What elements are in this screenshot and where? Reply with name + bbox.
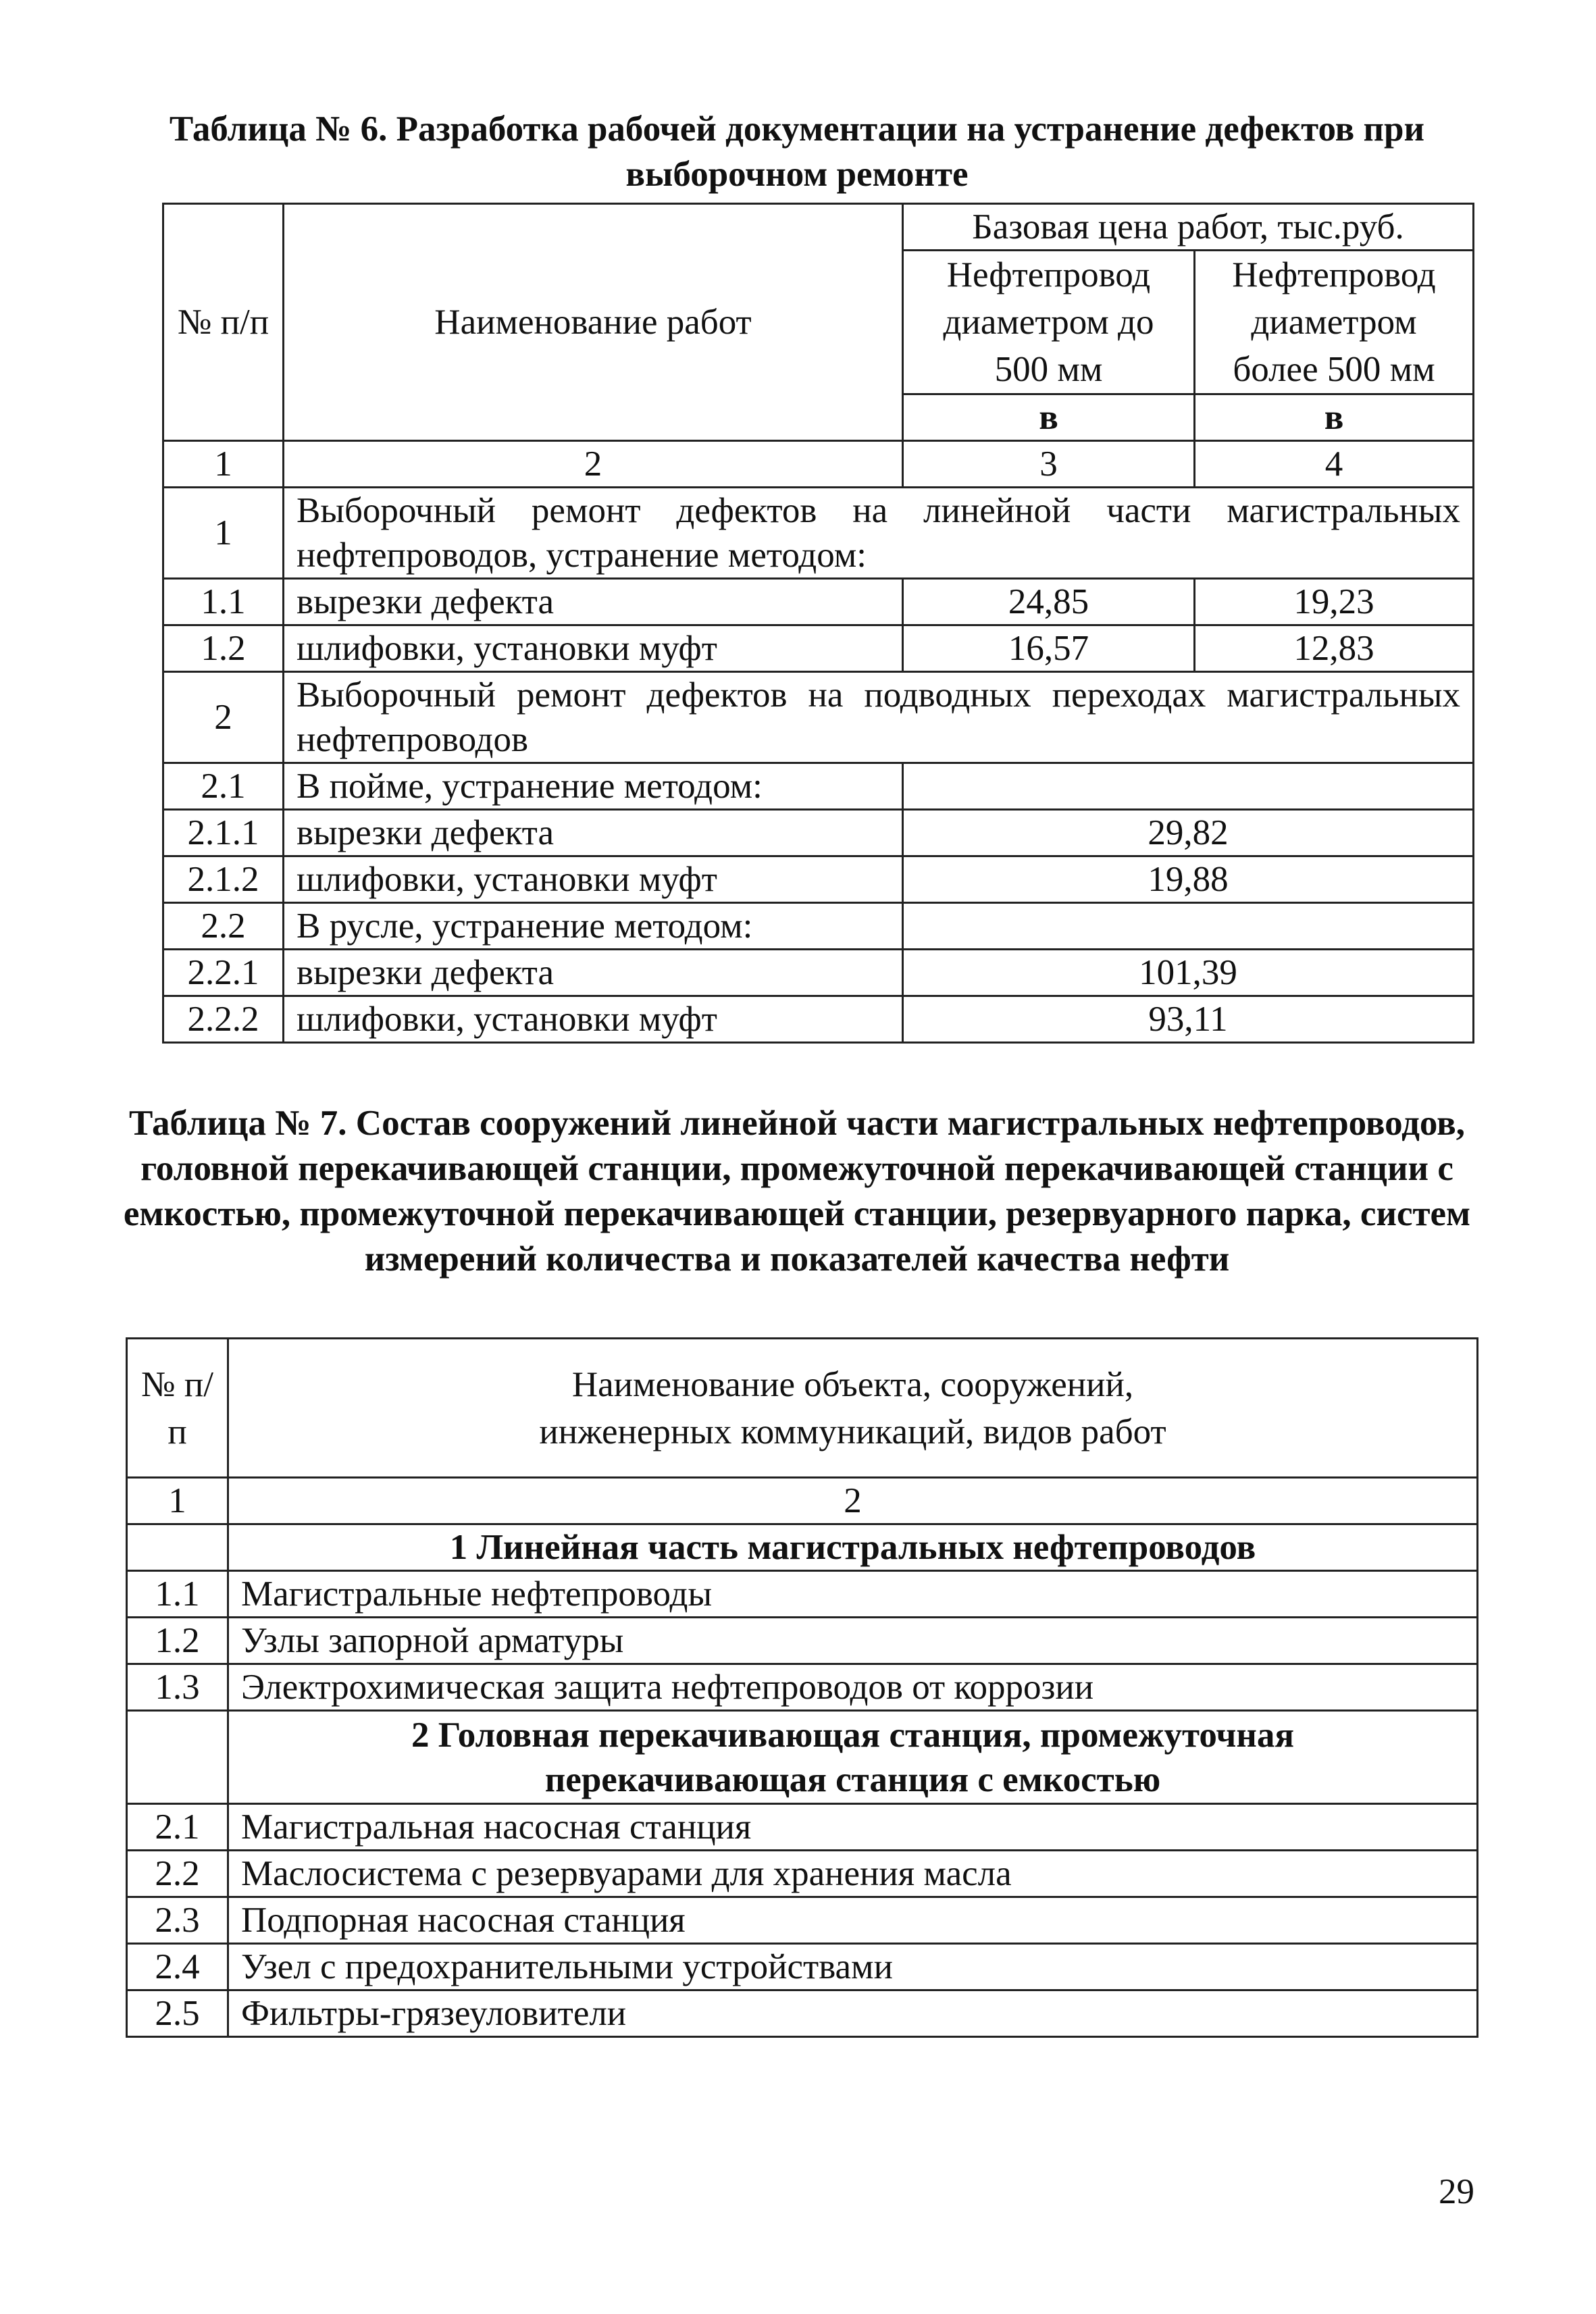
table7-colnum: 2 [228,1478,1478,1524]
table-row [163,672,1474,763]
table-row [127,1897,1478,1944]
row-value-small: 24,85 [903,579,1195,625]
table6-colnum: 2 [284,441,903,488]
row-name: шлифовки, установки муфт [284,625,903,672]
table6-header-unit-small: в [903,394,1195,441]
row-value-small: 16,57 [903,625,1195,672]
table6-colnum: 4 [1195,441,1474,488]
table-row [127,1664,1478,1711]
row-num: 2.2.1 [163,950,284,996]
row-name: вырезки дефекта [284,810,903,856]
table7-colnum-row [127,1478,1478,1524]
table-row [163,856,1474,903]
section-heading-line2: перекачивающая станция с емкостью [544,1759,1161,1799]
table6-header-base-price: Базовая цена работ, тыс.руб. [903,204,1474,251]
section-heading [228,1711,1478,1804]
row-num: 2.1 [127,1804,228,1851]
table6-colnum: 1 [163,441,284,488]
table-row [163,488,1474,579]
section-heading: 1 Линейная часть магистральных нефтепроводов [228,1524,1478,1571]
table6 [162,203,1474,1044]
row-name: Подпорная насосная станция [228,1897,1478,1944]
table6-header-col-large: Нефтепровод диаметром более 500 мм [1195,251,1474,394]
row-num: 2.1.2 [163,856,284,903]
row-num: 1 [163,488,284,579]
row-name: Фильтры-грязеуловители [228,1990,1478,2037]
table-row [127,1944,1478,1990]
page-number: 29 [1439,2172,1474,2211]
row-name: шлифовки, установки муфт [284,856,903,903]
row-name: Магистральная насосная станция [228,1804,1478,1851]
row-num: 2.2 [163,903,284,950]
row-num: 1.2 [127,1618,228,1664]
table7-header-name-line1: Наименование объекта, сооружений, [571,1364,1134,1404]
table6-colnum-row [163,441,1474,488]
row-num: 1.2 [163,625,284,672]
row-name: В русле, устранение методом: [284,903,903,950]
table-row [127,1851,1478,1897]
table7-header-name-line2: инженерных коммуникаций, видов работ [539,1412,1166,1451]
section-heading-row [127,1524,1478,1571]
row-name: Выборочный ремонт дефектов на линейной части магистральных нефтепроводов, устранение методом: [284,488,1474,579]
row-value: 101,39 [903,950,1474,996]
row-name: Выборочный ремонт дефектов на подводных переходах магистральных нефтепроводов [284,672,1474,763]
row-num: 2.1 [163,763,284,810]
row-value-large: 19,23 [1195,579,1474,625]
row-num: 2.3 [127,1897,228,1944]
empty-cell [127,1524,228,1571]
row-num: 1.1 [163,579,284,625]
table6-header-name: Наименование работ [284,204,903,441]
row-name: В пойме, устранение методом: [284,763,903,810]
row-num: 2.4 [127,1944,228,1990]
row-name: Магистральные нефтепроводы [228,1571,1478,1618]
table6-header-unit-large: в [1195,394,1474,441]
table7-title: Таблица № 7. Состав сооружений линейной части магистральных нефтепроводов, головной перекачивающей станции, промежуточной перекачивающей станции с емкостью, промежуточной перекачивающей станции, резервуарного парка, систем измерений количества и показателей качества нефти [123,1104,1471,1279]
row-name: Узел с предохранительными устройствами [228,1944,1478,1990]
table-row [163,950,1474,996]
section-heading-line1: 2 Головная перекачивающая станция, промежуточная [411,1715,1295,1755]
row-name: Электрохимическая защита нефтепроводов от коррозии [228,1664,1478,1711]
table7 [126,1337,1478,2038]
table7-colnum: 1 [127,1478,228,1524]
row-value: 29,82 [903,810,1474,856]
row-value-large: 12,83 [1195,625,1474,672]
row-num: 1.1 [127,1571,228,1618]
table6-title: Таблица № 6. Разработка рабочей документации на устранение дефектов при выборочном ремонте [169,109,1425,194]
table-row [163,579,1474,625]
table7-header-num: № п/п [127,1339,228,1478]
empty-cell [127,1711,228,1804]
row-value: 19,88 [903,856,1474,903]
table-row [127,1990,1478,2037]
table-row [163,625,1474,672]
table-row [163,810,1474,856]
table-row [163,996,1474,1043]
section-heading-row [127,1711,1478,1804]
row-name: вырезки дефекта [284,950,903,996]
row-value [903,903,1474,950]
table-row [127,1804,1478,1851]
table-row [163,763,1474,810]
row-name: Узлы запорной арматуры [228,1618,1478,1664]
row-num: 2.5 [127,1990,228,2037]
table7-header-name [228,1339,1478,1478]
table6-header-col-small: Нефтепровод диаметром до 500 мм [903,251,1195,394]
row-name: вырезки дефекта [284,579,903,625]
table-row [163,903,1474,950]
row-num: 2.1.1 [163,810,284,856]
table6-header-num: № п/п [163,204,284,441]
row-value [903,763,1474,810]
table6-colnum: 3 [903,441,1195,488]
row-num: 2 [163,672,284,763]
table-row [127,1618,1478,1664]
row-name: шлифовки, установки муфт [284,996,903,1043]
row-num: 2.2 [127,1851,228,1897]
row-name: Маслосистема с резервуарами для хранения масла [228,1851,1478,1897]
row-num: 1.3 [127,1664,228,1711]
table-row [127,1571,1478,1618]
row-value: 93,11 [903,996,1474,1043]
row-num: 2.2.2 [163,996,284,1043]
